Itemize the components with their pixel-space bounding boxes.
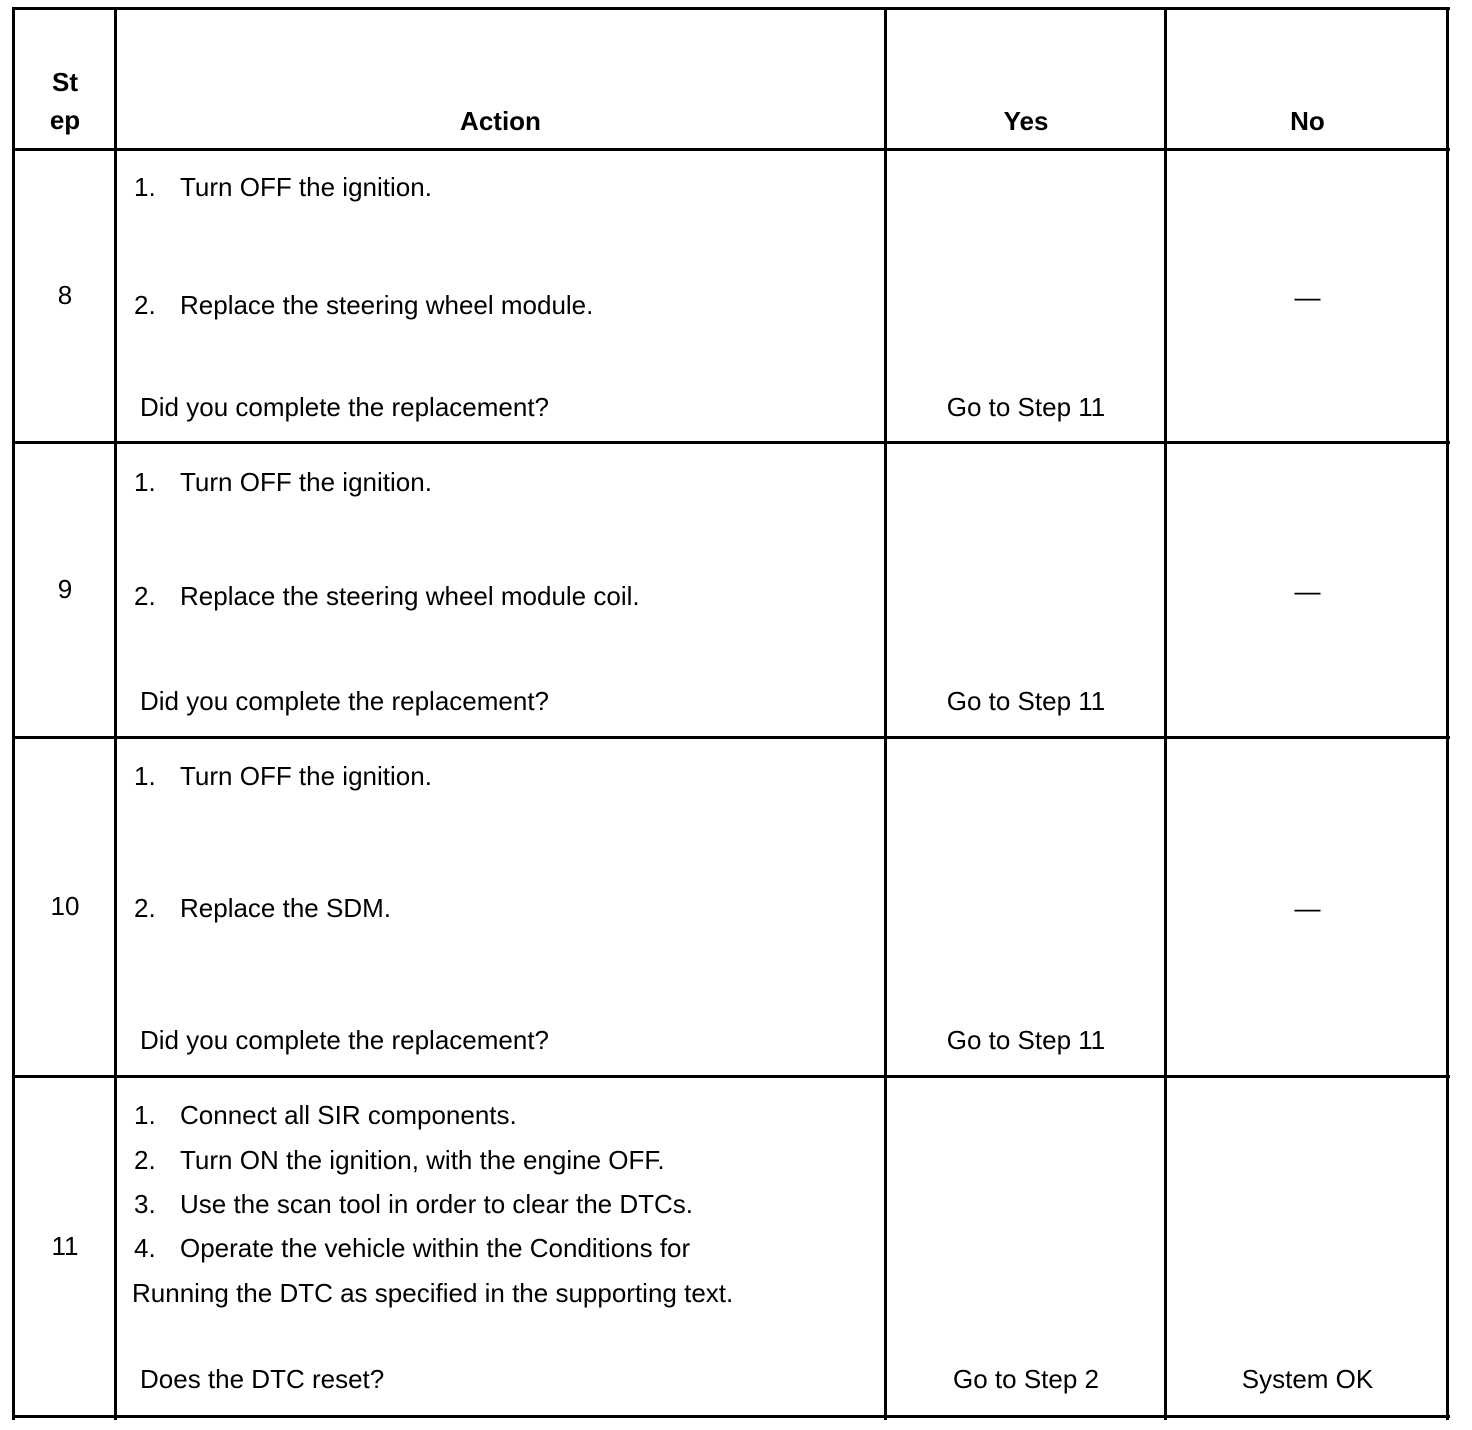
step-number: 9 [57, 574, 73, 604]
action-item [134, 467, 432, 498]
header-divider [12, 148, 1450, 151]
action-item [134, 1233, 690, 1264]
action-question: Does the DTC reset? [140, 1364, 385, 1394]
step-number: 10 [50, 891, 80, 921]
action-continuation: Running the DTC as specified in the supporting text. [132, 1278, 734, 1308]
action-item [134, 893, 391, 924]
item-number: 1. [134, 172, 156, 202]
yes-result: Go to Step 2 [953, 1364, 1099, 1394]
step-number: 11 [51, 1231, 79, 1261]
item-number: 2. [134, 581, 156, 611]
header-no: No [1290, 106, 1325, 136]
action-question: Did you complete the replacement? [140, 392, 550, 422]
item-text: Use the scan tool in order to clear the DTCs. [180, 1189, 694, 1219]
item-text: Replace the steering wheel module coil. [180, 581, 640, 611]
action-item [134, 290, 593, 321]
action-item [134, 172, 432, 203]
header-step-line1: St [52, 67, 78, 97]
item-number: 1. [134, 1100, 156, 1130]
action-item [134, 761, 432, 792]
table-border-left [12, 7, 15, 1420]
yes-result: Go to Step 11 [946, 392, 1106, 422]
item-text: Replace the SDM. [180, 893, 391, 923]
header-action: Action [460, 106, 541, 136]
header-step-line2: ep [49, 105, 81, 135]
action-question: Did you complete the replacement? [140, 1025, 550, 1055]
header-yes: Yes [1003, 106, 1049, 136]
no-result: — [1294, 576, 1321, 606]
item-text: Turn ON the ignition, with the engine OFF. [180, 1145, 665, 1175]
item-text: Turn OFF the ignition. [180, 172, 432, 202]
table-border-bottom [12, 1415, 1450, 1418]
no-result: System OK [1241, 1364, 1374, 1394]
item-text: Turn OFF the ignition. [180, 761, 432, 791]
item-number: 2. [134, 893, 156, 923]
item-number: 2. [134, 290, 156, 320]
row-divider [12, 441, 1450, 444]
table-border-right [1446, 7, 1449, 1420]
yes-result: Go to Step 11 [946, 686, 1106, 716]
no-result: — [1294, 893, 1321, 923]
item-number: 4. [134, 1233, 156, 1263]
action-item [134, 1189, 693, 1220]
column-divider [114, 7, 117, 1420]
item-number: 1. [134, 467, 156, 497]
action-question: Did you complete the replacement? [140, 686, 550, 716]
item-number: 1. [134, 761, 156, 791]
item-text: Connect all SIR components. [180, 1100, 517, 1130]
item-text: Replace the steering wheel module. [180, 290, 594, 320]
row-divider [12, 736, 1450, 739]
action-item [134, 1145, 665, 1176]
item-number: 2. [134, 1145, 156, 1175]
item-number: 3. [134, 1189, 156, 1219]
table-border-top [12, 7, 1450, 10]
row-divider [12, 1075, 1450, 1078]
item-text: Turn OFF the ignition. [180, 467, 432, 497]
yes-result: Go to Step 11 [946, 1025, 1106, 1055]
no-result: — [1294, 282, 1321, 312]
header-step [15, 63, 115, 139]
action-item [134, 581, 640, 612]
action-item [134, 1100, 517, 1131]
step-number: 8 [57, 280, 73, 310]
item-text: Operate the vehicle within the Conditions for [180, 1233, 691, 1263]
